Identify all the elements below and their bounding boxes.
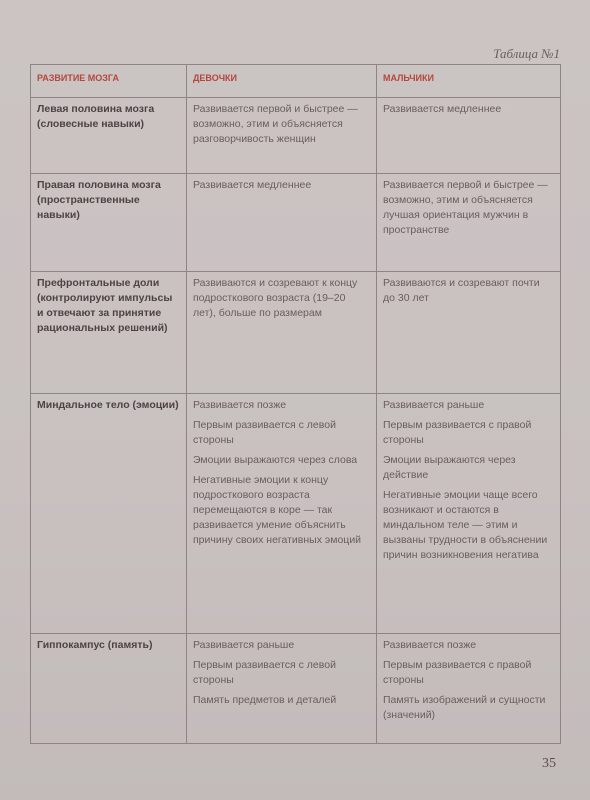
girls-paragraph: Развивается позже bbox=[193, 399, 287, 411]
girls-cell bbox=[187, 634, 377, 744]
brain-region-cell: Префронтальные доли (контролируют импульсы и отвечают за принятие рациональных решений) bbox=[31, 272, 187, 394]
girls-paragraph: Развивается раньше bbox=[193, 639, 295, 651]
column-header-boys: МАЛЬЧИКИ bbox=[377, 65, 561, 98]
boys-paragraph: Развивается медленнее bbox=[383, 103, 502, 115]
boys-paragraph: Первым развивается с правой стороны bbox=[383, 419, 532, 446]
column-header-girls: ДЕВОЧКИ bbox=[187, 65, 377, 98]
boys-paragraph: Негативные эмоции чаще всего возникают и остаются в миндальном теле — этим и вызваны трудности в объяснении причин возникновения негатива bbox=[383, 489, 548, 561]
table-row bbox=[31, 272, 561, 394]
column-header-brain: РАЗВИТИЕ МОЗГА bbox=[31, 65, 187, 98]
table-row bbox=[31, 394, 561, 634]
girls-paragraph: Первым развивается с левой стороны bbox=[193, 419, 336, 446]
girls-paragraph: Память предметов и деталей bbox=[193, 694, 337, 706]
brain-region-cell: Левая половина мозга (словесные навыки) bbox=[31, 98, 187, 174]
boys-cell bbox=[377, 98, 561, 174]
boys-cell bbox=[377, 394, 561, 634]
boys-cell bbox=[377, 272, 561, 394]
boys-paragraph: Развиваются и созревают почти до 30 лет bbox=[383, 277, 540, 304]
table-row bbox=[31, 98, 561, 174]
boys-paragraph: Первым развивается с правой стороны bbox=[383, 659, 532, 686]
brain-development-table bbox=[30, 64, 561, 744]
page-number: 35 bbox=[542, 756, 556, 771]
girls-cell bbox=[187, 272, 377, 394]
boys-paragraph: Развивается первой и быстрее — возможно, этим и объясняется лучшая ориентация мужчин в пространстве bbox=[383, 179, 548, 236]
girls-paragraph: Развиваются и созревают к концу подросткового возраста (19–20 лет), больше по размерам bbox=[193, 277, 358, 319]
girls-paragraph: Первым развивается с левой стороны bbox=[193, 659, 336, 686]
boys-cell bbox=[377, 634, 561, 744]
table-header-row bbox=[31, 65, 561, 98]
girls-cell bbox=[187, 394, 377, 634]
table-caption: Таблица №1 bbox=[493, 46, 560, 61]
brain-region-cell: Миндальное тело (эмоции) bbox=[31, 394, 187, 634]
girls-cell bbox=[187, 174, 377, 272]
table-row bbox=[31, 634, 561, 744]
table-body bbox=[31, 98, 561, 744]
boys-paragraph: Память изображений и сущности (значений) bbox=[383, 694, 546, 721]
boys-paragraph: Развивается позже bbox=[383, 639, 477, 651]
brain-region-cell: Правая половина мозга (пространственные навыки) bbox=[31, 174, 187, 272]
boys-paragraph: Эмоции выражаются через действие bbox=[383, 454, 516, 481]
girls-paragraph: Негативные эмоции к концу подросткового возраста перемещаются в коре — так развивается умение объяснить причину своих негативных эмоций bbox=[193, 474, 362, 546]
boys-paragraph: Развивается раньше bbox=[383, 399, 485, 411]
girls-paragraph: Развивается первой и быстрее — возможно, этим и объясняется разговорчивость женщин bbox=[193, 103, 358, 145]
girls-cell bbox=[187, 98, 377, 174]
boys-cell bbox=[377, 174, 561, 272]
brain-region-cell: Гиппокампус (память) bbox=[31, 634, 187, 744]
girls-paragraph: Развивается медленнее bbox=[193, 179, 312, 191]
table-row bbox=[31, 174, 561, 272]
girls-paragraph: Эмоции выражаются через слова bbox=[193, 454, 358, 466]
